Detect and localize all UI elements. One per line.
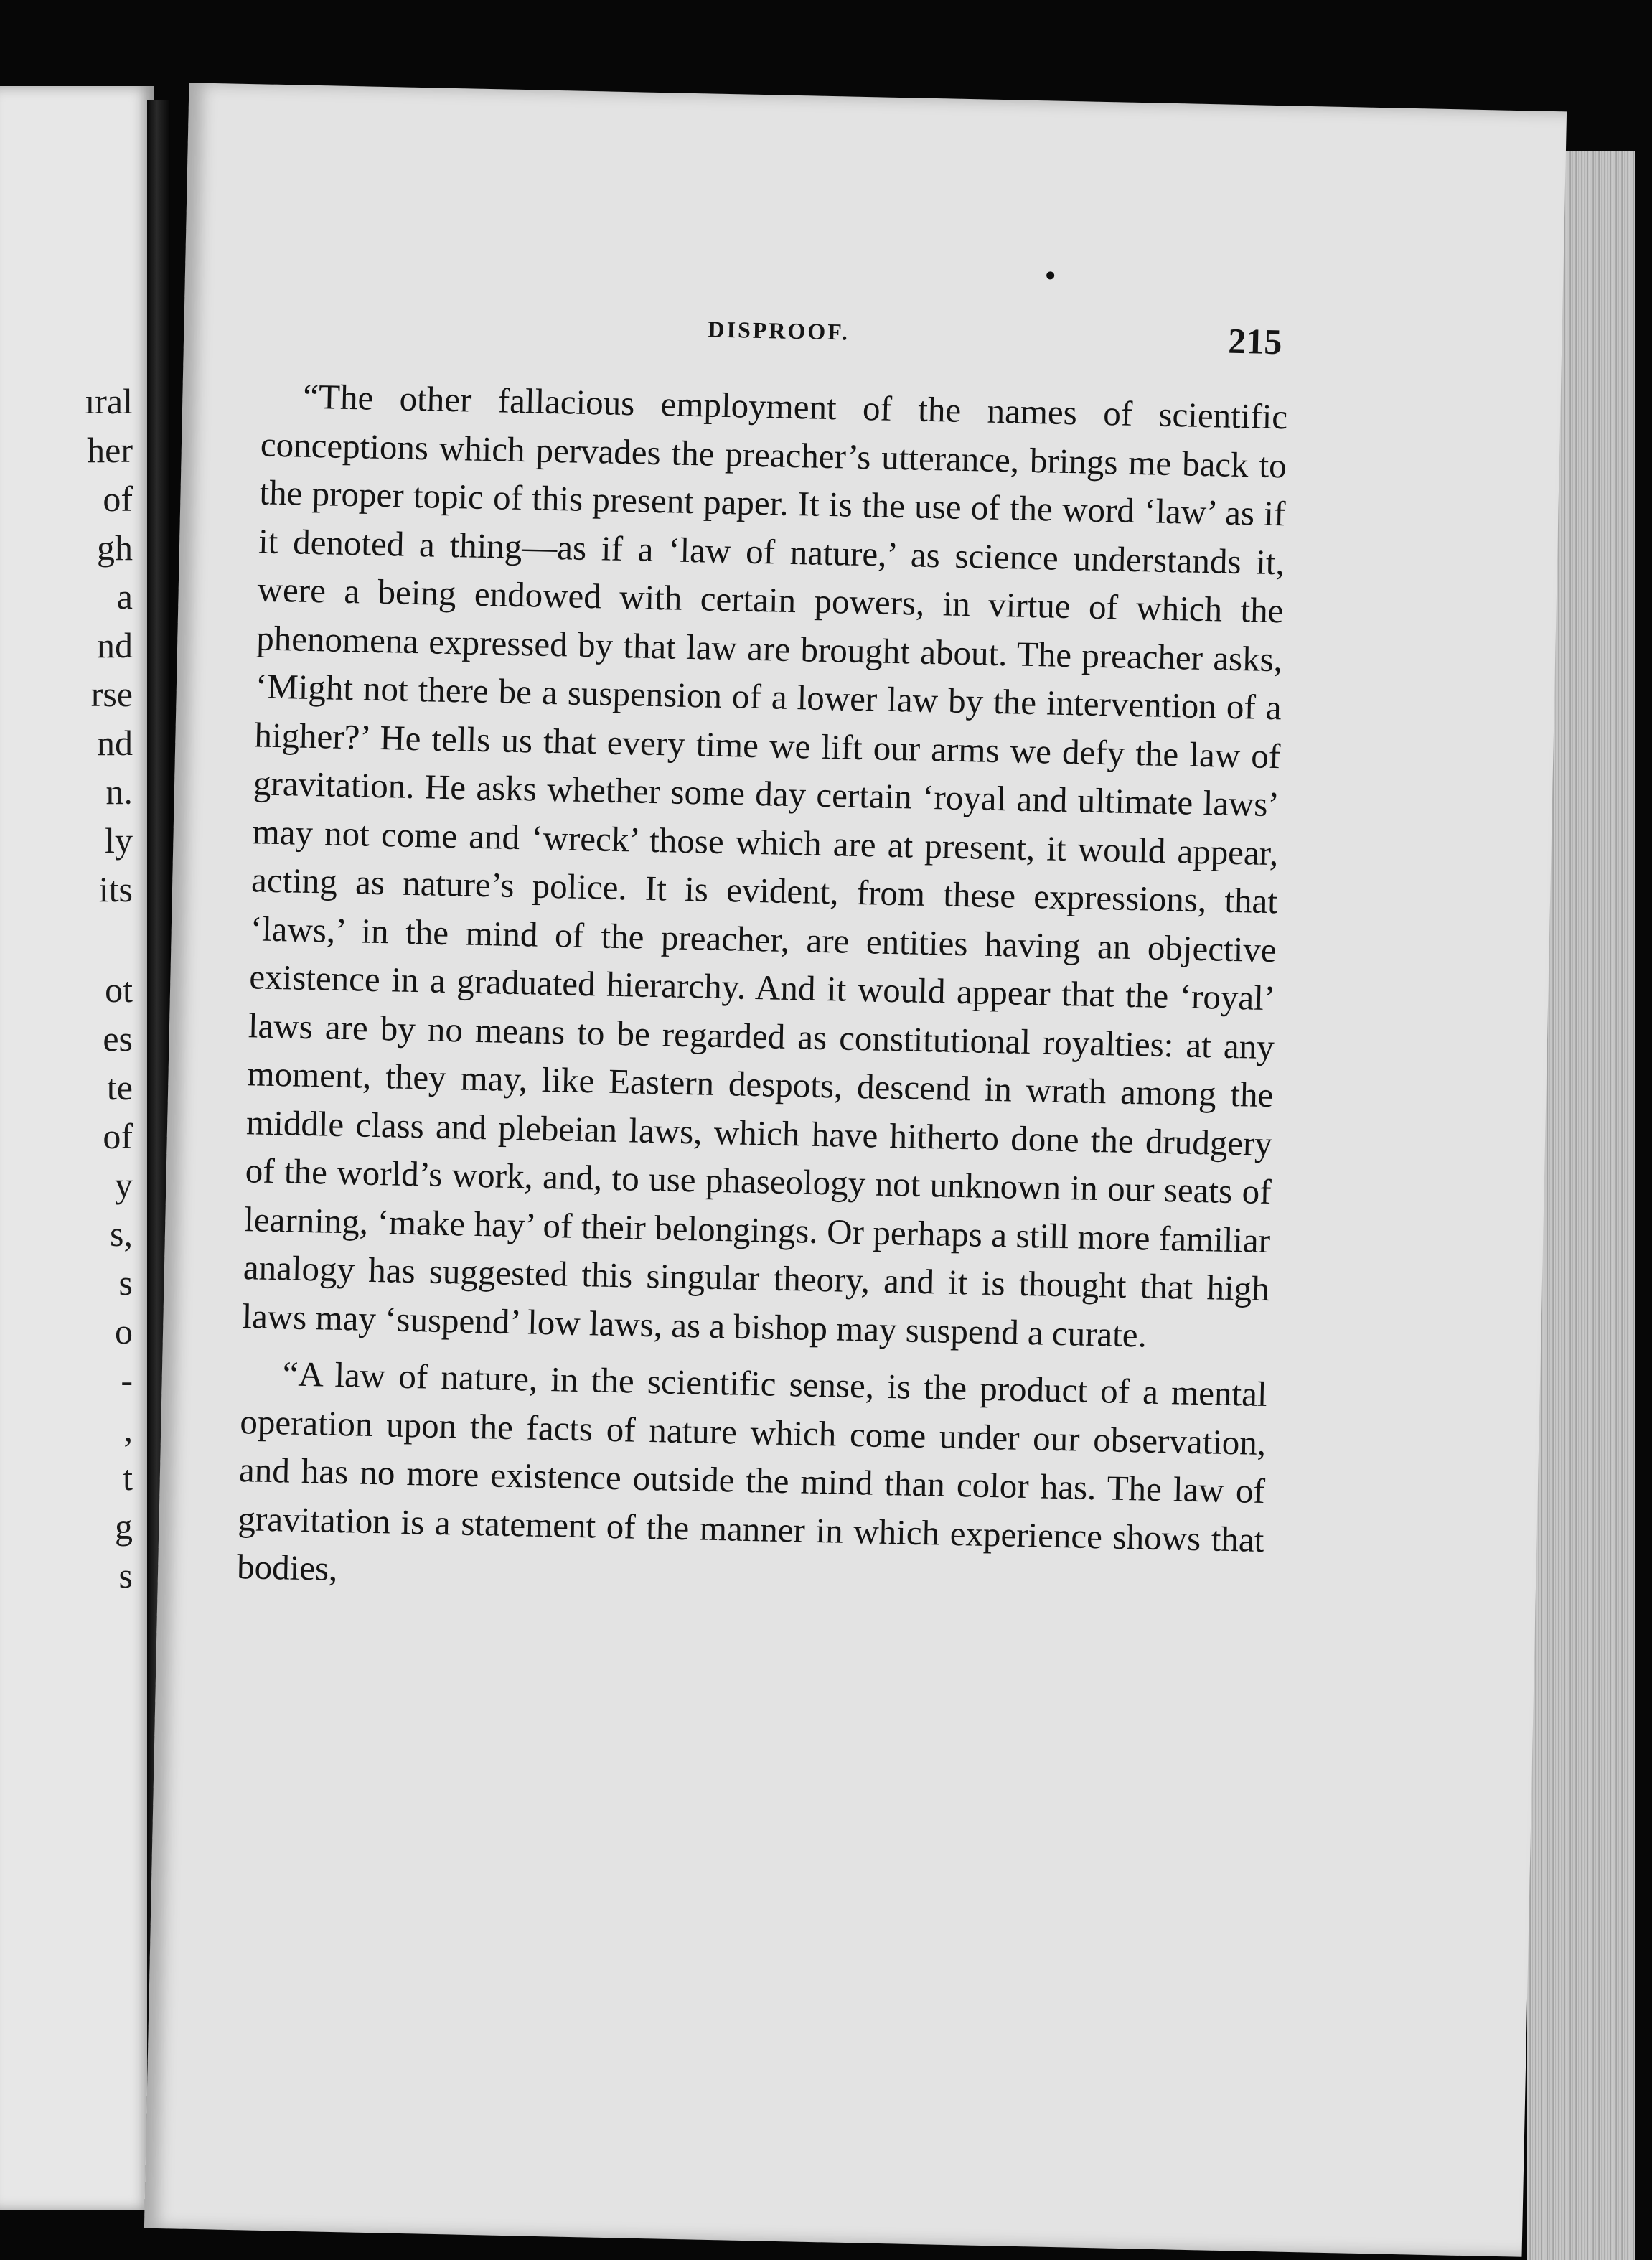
previous-page-line: ly [105, 820, 133, 861]
previous-page-line: a [116, 576, 133, 616]
previous-page-line: s, [110, 1214, 133, 1254]
previous-page-line: n. [105, 772, 133, 812]
previous-page-line: nd [97, 625, 133, 665]
previous-page [0, 86, 154, 2210]
previous-page-line: - [121, 1360, 133, 1400]
previous-page-line: of [103, 1116, 133, 1156]
previous-page-line: s [118, 1262, 133, 1303]
running-head: DISPROOF. [708, 316, 850, 345]
previous-page-line: o [115, 1311, 133, 1351]
previous-page-line: , [123, 1409, 133, 1449]
paragraph: “A law of nature, in the scientific sense, is the product of a mental operation upon the facts of nature which come under our observation, and has no more existence outside the mind than color has. The law of gravitation is a statement of the manner in which experience shows that bodies, [236, 1354, 1268, 1589]
print-speck [1046, 271, 1054, 279]
previous-page-line: its [98, 869, 133, 909]
paragraph: “The other fallacious employment of the names of scientific conceptions which pervades the preacher’s utterance, brings me back to the proper topic of this present paper. It is the use of the word ‘law’ as if it denoted a thing—as if a ‘law of nature,’ as science understands it, were a being endowed with certain powers, in virtue of which the phenomena expressed by that law are brought about. The preacher asks, ‘Might not there be a suspension of a lower law by the intervention of a higher?’ He tells us that every time we lift our arms we defy the law of gravitation. He asks whether some day certain ‘royal and ultimate laws’ may not come and ‘wreck’ those which are at present, it would appear, acting as nature’s police. It is evident, from these expressions, that ‘laws,’ in the mind of the preacher, are entities having an objective existence in a graduated hierarchy. And it would appear that the ‘royal’ laws are by no means to be regarded as constitutional royalties: at any moment, they may, like Eastern despots, descend in wrath among the middle class and plebeian laws, which have hitherto done the drudgery of the world’s work, and, to use phaseology not unknown in our seats of learning, ‘make hay’ of their belongings. Or perhaps a still more familiar analogy has suggested this singular theory, and it is thought that high laws may ‘suspend’ low laws, as a bishop may suspend a curate. [241, 376, 1288, 1355]
page-header [184, 298, 1562, 384]
previous-page-line: te [106, 1067, 133, 1107]
previous-page-line: rse [90, 674, 133, 714]
previous-page-line: s [118, 1555, 133, 1595]
previous-page-line: es [103, 1018, 133, 1059]
book-page [144, 83, 1567, 2257]
previous-page-line: of [103, 479, 133, 519]
previous-page-line: g [115, 1506, 133, 1547]
previous-page-line: t [123, 1458, 133, 1498]
previous-page-line: ot [105, 970, 133, 1010]
page-number: 215 [1227, 320, 1282, 362]
previous-page-line: her [87, 430, 133, 470]
previous-page-line: y [115, 1165, 133, 1205]
previous-page-line: gh [97, 528, 133, 568]
previous-page-line: ıral [85, 381, 133, 421]
previous-page-line: nd [97, 723, 133, 763]
page-body [237, 371, 1288, 1612]
